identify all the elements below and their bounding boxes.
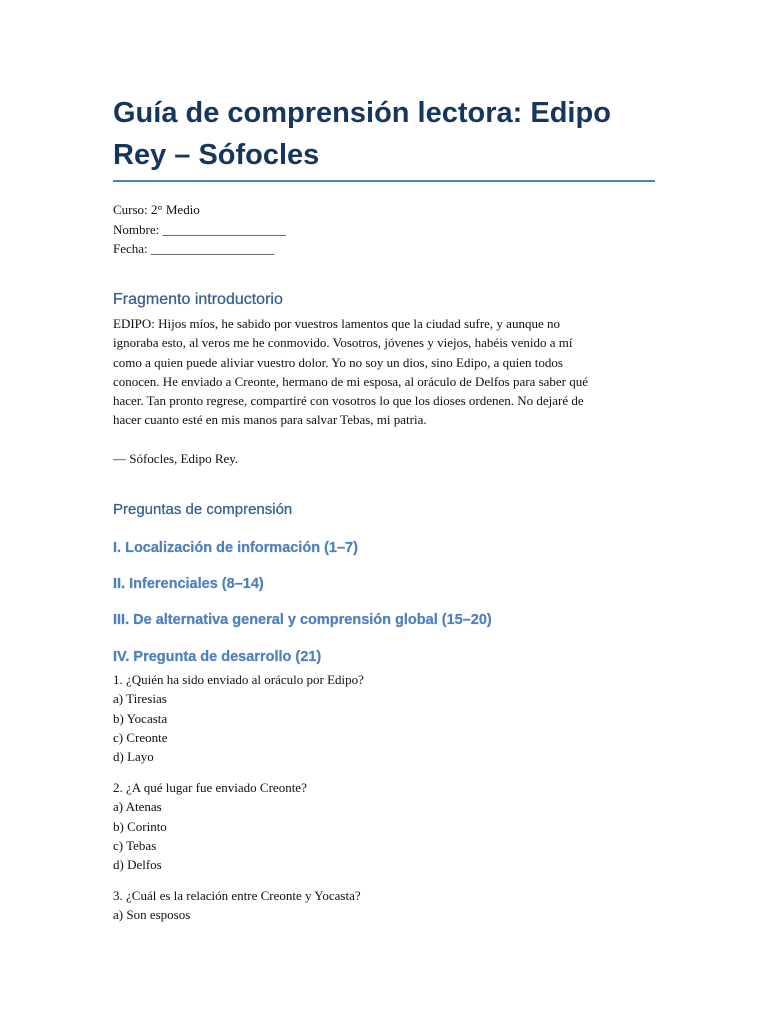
course-line: Curso: 2° Medio [113,202,200,217]
question-text: 2. ¿A qué lugar fue enviado Creonte? [113,780,307,795]
fragment-line: EDIPO: Hijos míos, he sabido por vuestros lamentos que la ciudad sufre, y aunque no [113,316,560,331]
answer-option: a) Son esposos [113,907,191,923]
fragment-heading: Fragmento introductorio [113,291,283,308]
answer-option: b) Yocasta [113,710,168,726]
fragment-line: ignoraba esto, al veros me he conmovido. Vosotros, jóvenes y viejos, habéis venido a mí [113,335,573,351]
section-heading-3: III. De alternativa general y comprensión global (15–20) [113,612,492,628]
questions-heading: Preguntas de comprensión [113,501,293,518]
answer-option: d) Delfos [113,857,162,873]
question-3 [113,886,361,925]
answer-option: b) Corinto [113,818,167,834]
fragment-text [113,314,653,430]
page-title: Guía de comprensión lectora: Edipo Rey – Sófocles [113,97,611,171]
name-line: Nombre: ___________________ [113,221,286,237]
fragment-line: hacer cuanto esté en mis manos para salvar Tebas, mi patria. [113,412,427,428]
question-1 [113,670,364,766]
fragment-line: como a quien puede aliviar vuestro dolor. Yo no soy un dios, sino Edipo, a quien todos [113,354,563,370]
fragment-line: conocen. He enviado a Creonte, hermano de mi esposa, al oráculo de Delfos para saber qué [113,373,589,389]
section-heading-4: IV. Pregunta de desarrollo (21) [113,649,322,665]
section-heading-2: II. Inferenciales (8–14) [113,576,264,592]
question-text: 1. ¿Quién ha sido enviado al oráculo por Edipo? [113,672,364,687]
answer-option: c) Creonte [113,729,168,745]
student-info [113,200,286,259]
answer-option: a) Atenas [113,799,162,815]
question-2 [113,778,307,874]
fragment-line: hacer. Tan pronto regrese, compartiré con vosotros lo que los dioses ordenen. No dejaré de [113,393,584,409]
answer-option: c) Tebas [113,837,157,853]
question-text: 3. ¿Cuál es la relación entre Creonte y Yocasta? [113,888,361,903]
title-underline [113,180,655,182]
answer-option: d) Layo [113,749,154,765]
date-line: Fecha: ___________________ [113,241,275,256]
answer-option: a) Tiresias [113,691,167,707]
section-heading-1: I. Localización de información (1–7) [113,540,358,556]
fragment-attribution: — Sófocles, Edipo Rey. [113,451,239,466]
